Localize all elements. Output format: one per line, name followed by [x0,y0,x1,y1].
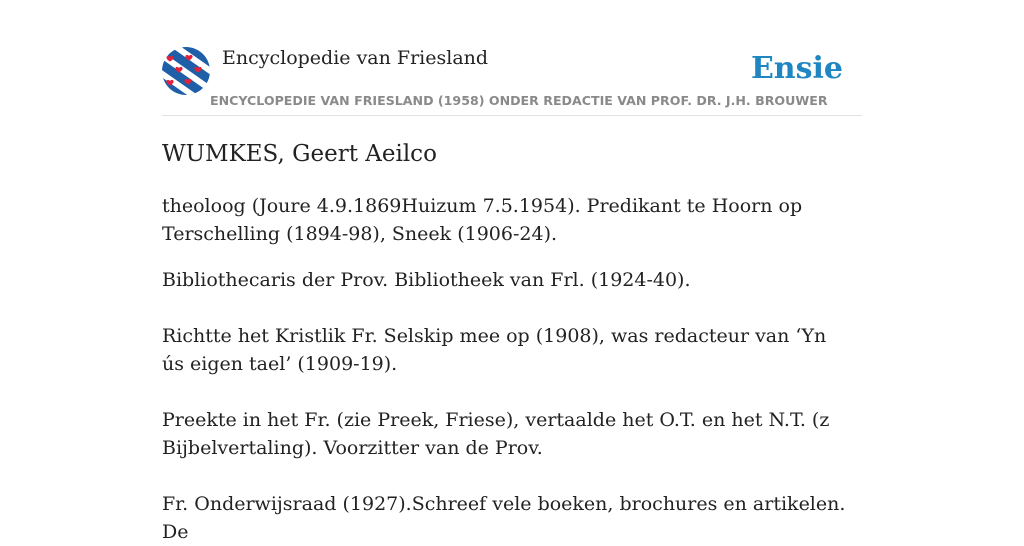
header-divider [162,115,862,116]
article-paragraph: Fr. Onderwijsraad (1927).Schreef vele boeken, brochures en artikelen. De [162,493,846,543]
article-body [162,192,852,546]
frisian-flag-logo-svg [162,47,210,95]
entry-title: WUMKES, Geert Aeilco [162,141,437,167]
article-paragraph: Richtte het Kristlik Fr. Selskip mee op (1908), was redacteur van ‘Yn ús eigen tael’ (1909-19). [162,325,827,375]
article-paragraph: theoloog (Joure 4.9.1869Huizum 7.5.1954). Predikant te Hoorn op Terschelling (1894-98), Sneek (1906-24). [162,195,803,245]
source-subtitle: ENCYCLOPEDIE VAN FRIESLAND (1958) ONDER REDACTIE VAN PROF. DR. J.H. BROUWER [210,93,828,108]
frisian-flag-logo-icon[interactable] [162,47,210,95]
source-title-link[interactable]: Encyclopedie van Friesland [222,47,489,69]
article-paragraph: Preekte in het Fr. (zie Preek, Friese), vertaalde het O.T. en het N.T. (z Bijbelvertaling). Voorzitter van de Prov. [162,409,830,459]
ensie-brand-logo[interactable]: Ensie [750,51,843,86]
article-paragraph: Bibliothecaris der Prov. Bibliotheek van Frl. (1924-40). [162,269,691,291]
article-page [162,0,862,543]
